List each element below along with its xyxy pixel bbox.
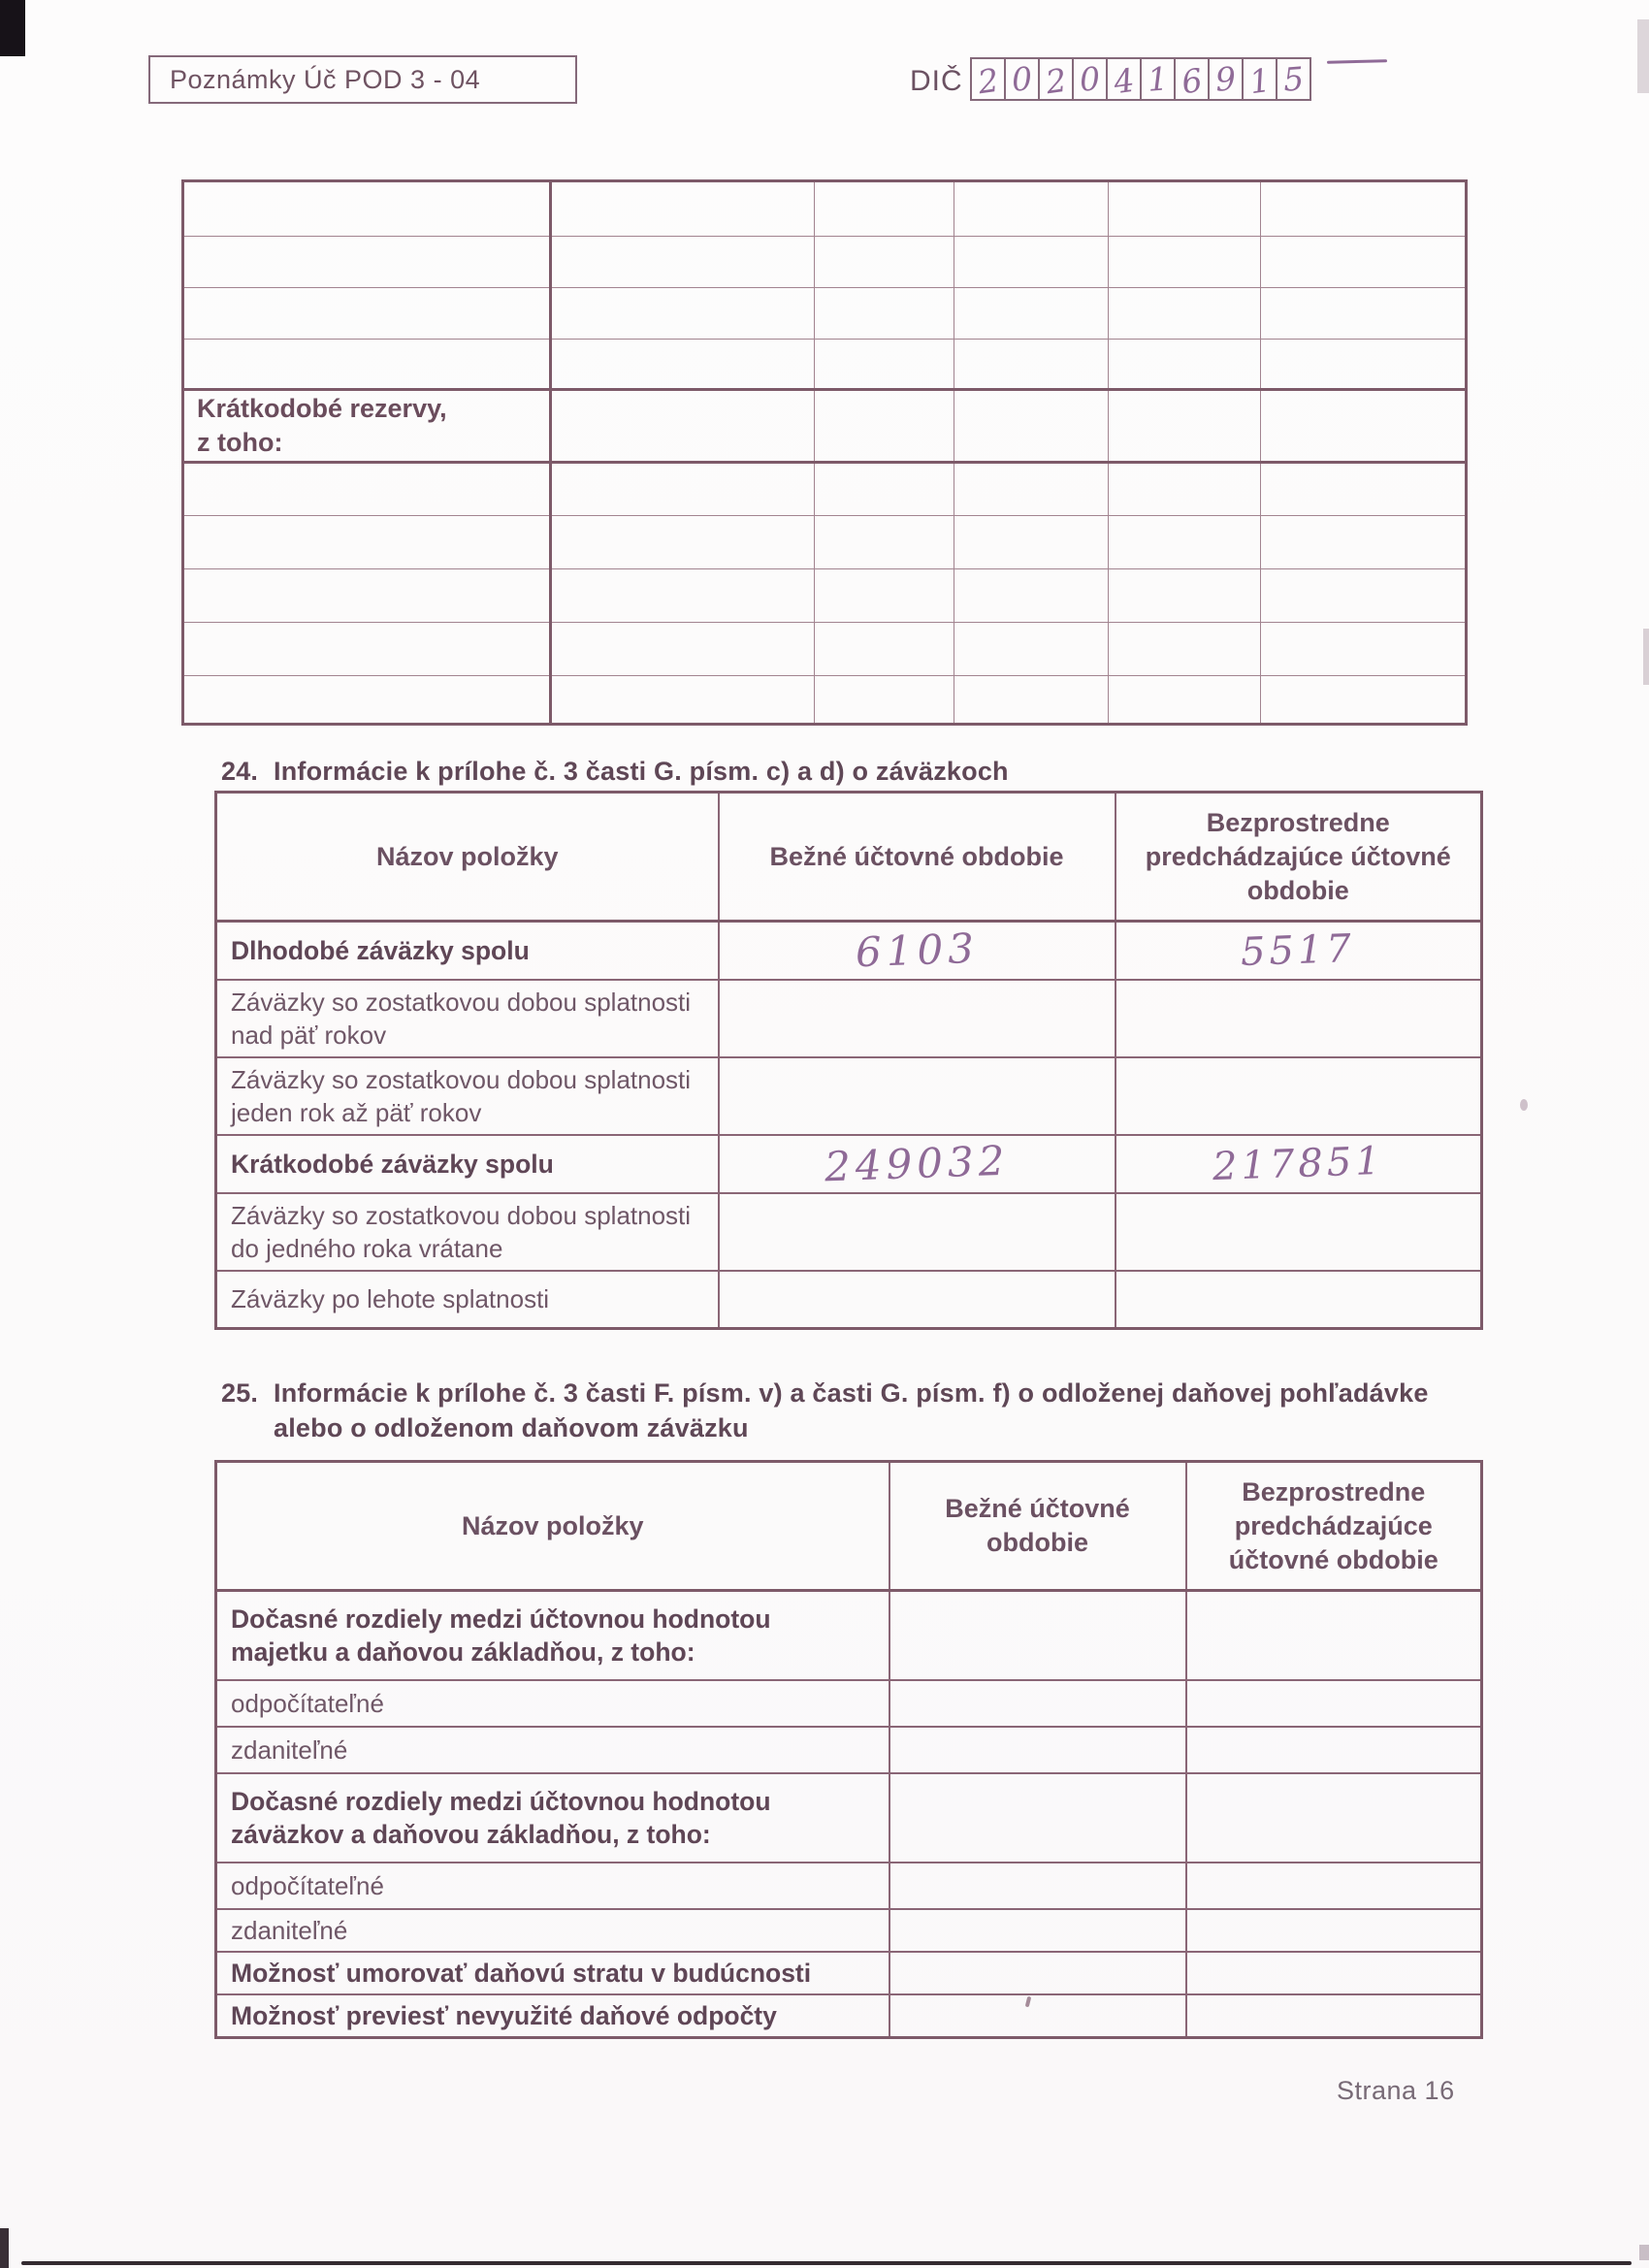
empty-cell xyxy=(1109,676,1261,725)
row-label: Dlhodobé záväzky spolu xyxy=(216,922,719,980)
empty-cell xyxy=(1109,288,1261,340)
empty-cell xyxy=(1116,1193,1482,1271)
header-current-period: Bežné účtovné obdobie xyxy=(889,1462,1186,1591)
empty-cell xyxy=(815,390,954,463)
row-label: Dočasné rozdiely medzi účtovnou hodnotou majetku a daňovou základňou, z toho: xyxy=(216,1591,889,1680)
empty-cell xyxy=(1186,1952,1482,1994)
empty-cell xyxy=(1261,569,1467,623)
empty-cell xyxy=(1109,463,1261,516)
scan-edge-artifact xyxy=(0,2228,9,2268)
reserves-continuation-table xyxy=(181,179,1468,726)
empty-cell xyxy=(183,181,551,237)
table-row xyxy=(216,980,1482,1057)
table-row-unused-tax-deductions xyxy=(216,1994,1482,2038)
empty-cell xyxy=(954,390,1109,463)
dic-digit-cell xyxy=(1140,57,1176,101)
empty-cell xyxy=(551,623,815,676)
table-row xyxy=(216,1057,1482,1135)
empty-cell xyxy=(719,980,1116,1057)
table-row xyxy=(216,1193,1482,1271)
empty-cell xyxy=(1186,1909,1482,1952)
handwritten-value: 217851 xyxy=(1212,1138,1385,1189)
empty-cell xyxy=(1261,181,1467,237)
empty-cell xyxy=(1116,1057,1482,1135)
header-current-period: Bežné účtovné obdobie xyxy=(719,793,1116,922)
empty-cell xyxy=(815,623,954,676)
empty-cell xyxy=(551,390,815,463)
handwritten-digit: 2 xyxy=(975,60,1001,102)
empty-cell xyxy=(889,1909,1186,1952)
table-row xyxy=(183,676,1467,725)
row-label-cell xyxy=(183,390,551,463)
row-label: Možnosť previesť nevyužité daňové odpočty xyxy=(216,1994,889,2038)
handwritten-digit: 9 xyxy=(1213,59,1238,99)
empty-cell xyxy=(815,288,954,340)
empty-cell xyxy=(551,463,815,516)
form-id-label: Poznámky Úč POD 3 - 04 xyxy=(170,64,481,94)
empty-cell xyxy=(183,569,551,623)
table-header-row xyxy=(216,793,1482,922)
row-label: Záväzky so zostatkovou dobou splatnosti jeden rok až päť rokov xyxy=(216,1057,719,1135)
deferred-tax-table xyxy=(214,1460,1483,2039)
handwritten-value: 249032 xyxy=(824,1136,1010,1191)
empty-cell xyxy=(551,569,815,623)
handwritten-digit: 2 xyxy=(1043,60,1069,102)
empty-cell xyxy=(1261,516,1467,569)
scan-corner-artifact xyxy=(0,0,25,56)
empty-cell xyxy=(1261,390,1467,463)
empty-cell xyxy=(551,237,815,288)
table-row xyxy=(183,340,1467,390)
dic-digit-cell xyxy=(1174,57,1210,101)
scan-bottom-edge xyxy=(21,2261,1632,2265)
dic-digit-cell xyxy=(970,57,1006,101)
empty-cell xyxy=(1109,390,1261,463)
table-row xyxy=(183,181,1467,237)
dic-label: DIČ xyxy=(910,65,963,97)
table-row xyxy=(216,1909,1482,1952)
row-label: Záväzky so zostatkovou dobou splatnosti nad päť rokov xyxy=(216,980,719,1057)
empty-cell xyxy=(183,676,551,725)
table-row xyxy=(183,623,1467,676)
empty-cell xyxy=(815,181,954,237)
empty-cell xyxy=(551,288,815,340)
empty-cell xyxy=(815,340,954,390)
empty-cell xyxy=(1186,1591,1482,1680)
value-cell xyxy=(719,1135,1116,1193)
empty-cell xyxy=(1186,1863,1482,1909)
page-number: Strana 16 xyxy=(1337,2076,1455,2105)
empty-cell xyxy=(719,1193,1116,1271)
section-25-heading xyxy=(221,1376,1484,1445)
table-header-row xyxy=(216,1462,1482,1591)
pen-stroke-artifact xyxy=(1327,59,1387,64)
table-row-asset-temp-differences xyxy=(216,1591,1482,1680)
dic-digit-cell xyxy=(1004,57,1040,101)
empty-cell xyxy=(183,340,551,390)
empty-cell xyxy=(954,463,1109,516)
row-label: Krátkodobé záväzky spolu xyxy=(216,1135,719,1193)
empty-cell xyxy=(183,463,551,516)
empty-cell xyxy=(1109,340,1261,390)
table-row-short-term-total xyxy=(216,1135,1482,1193)
scan-edge-artifact xyxy=(1637,19,1649,93)
empty-cell xyxy=(889,1863,1186,1909)
empty-cell xyxy=(1186,1680,1482,1727)
row-label: zdaniteľné xyxy=(216,1909,889,1952)
empty-cell xyxy=(889,1591,1186,1680)
empty-cell xyxy=(815,569,954,623)
row-label: odpočítateľné xyxy=(216,1863,889,1909)
handwritten-digit: 6 xyxy=(1179,60,1205,102)
table-row xyxy=(216,1863,1482,1909)
table-row-tax-loss-carryforward xyxy=(216,1952,1482,1994)
table-row xyxy=(216,1271,1482,1329)
empty-cell xyxy=(1109,181,1261,237)
section-title: Informácie k prílohe č. 3 časti F. písm. v) a časti G. písm. f) o odloženej daňovej pohľadávke alebo o odloženom daňovom záväzku xyxy=(274,1378,1429,1442)
empty-cell xyxy=(551,181,815,237)
section-24-heading xyxy=(221,754,1482,789)
handwritten-digit: 1 xyxy=(1246,60,1273,102)
table-row-liability-temp-differences xyxy=(216,1773,1482,1863)
row-label: odpočítateľné xyxy=(216,1680,889,1727)
section-number: 25. xyxy=(221,1378,259,1408)
table-row xyxy=(216,1680,1482,1727)
table-row xyxy=(183,288,1467,340)
empty-cell xyxy=(183,623,551,676)
handwritten-value: 5517 xyxy=(1240,925,1356,975)
scan-speck xyxy=(1520,1099,1528,1111)
empty-cell xyxy=(889,1773,1186,1863)
empty-cell xyxy=(551,340,815,390)
dic-digit-cell xyxy=(1038,57,1074,101)
empty-cell xyxy=(889,1994,1186,2038)
empty-cell xyxy=(551,516,815,569)
empty-cell xyxy=(551,676,815,725)
empty-cell xyxy=(889,1680,1186,1727)
empty-cell xyxy=(1261,623,1467,676)
table-row-short-term-reserves xyxy=(183,390,1467,463)
liabilities-table xyxy=(214,791,1483,1330)
row-label-line: Krátkodobé rezervy, xyxy=(197,394,447,423)
empty-cell xyxy=(954,623,1109,676)
row-label-line: z toho: xyxy=(197,428,283,457)
handwritten-digit: 0 xyxy=(1078,59,1102,99)
empty-cell xyxy=(954,516,1109,569)
empty-cell xyxy=(1261,288,1467,340)
empty-cell xyxy=(954,340,1109,390)
empty-cell xyxy=(1186,1773,1482,1863)
empty-cell xyxy=(1116,1271,1482,1329)
value-cell xyxy=(1116,922,1482,980)
empty-cell xyxy=(1261,463,1467,516)
empty-cell xyxy=(1186,1727,1482,1773)
table-row xyxy=(183,463,1467,516)
empty-cell xyxy=(889,1952,1186,1994)
section-number: 24. xyxy=(221,757,259,786)
header-item-name: Názov položky xyxy=(216,1462,889,1591)
empty-cell xyxy=(954,288,1109,340)
table-row xyxy=(183,237,1467,288)
empty-cell xyxy=(954,237,1109,288)
dic-digit-cell xyxy=(1276,57,1311,101)
empty-cell xyxy=(1116,980,1482,1057)
row-label: Dočasné rozdiely medzi účtovnou hodnotou záväzkov a daňovou základňou, z toho: xyxy=(216,1773,889,1863)
scan-edge-artifact xyxy=(1643,629,1649,685)
empty-cell xyxy=(719,1057,1116,1135)
empty-cell xyxy=(815,516,954,569)
section-title: Informácie k prílohe č. 3 časti G. písm. c) a d) o záväzkoch xyxy=(274,757,1009,786)
empty-cell xyxy=(1109,237,1261,288)
dic-digit-boxes xyxy=(972,57,1311,101)
empty-cell xyxy=(954,569,1109,623)
table-row xyxy=(183,569,1467,623)
handwritten-digit: 5 xyxy=(1281,59,1306,99)
table-row xyxy=(216,1727,1482,1773)
header-item-name: Názov položky xyxy=(216,793,719,922)
empty-cell xyxy=(1109,623,1261,676)
empty-cell xyxy=(815,463,954,516)
value-cell xyxy=(719,922,1116,980)
empty-cell xyxy=(1109,569,1261,623)
empty-cell xyxy=(183,237,551,288)
handwritten-value: 6103 xyxy=(854,924,980,977)
empty-cell xyxy=(183,516,551,569)
empty-cell xyxy=(954,676,1109,725)
empty-cell xyxy=(889,1727,1186,1773)
handwritten-digit: 1 xyxy=(1146,59,1170,99)
header-previous-period: Bezprostredne predchádzajúce účtovné obdobie xyxy=(1186,1462,1482,1591)
form-id-box xyxy=(148,55,577,104)
handwritten-digit: 0 xyxy=(1010,59,1034,99)
empty-cell xyxy=(1261,340,1467,390)
empty-cell xyxy=(1186,1994,1482,2038)
dic-digit-cell xyxy=(1072,57,1108,101)
row-label: Záväzky po lehote splatnosti xyxy=(216,1271,719,1329)
dic-digit-cell xyxy=(1208,57,1244,101)
row-label: Možnosť umorovať daňovú stratu v budúcnosti xyxy=(216,1952,889,1994)
empty-cell xyxy=(954,181,1109,237)
table-row xyxy=(183,516,1467,569)
scan-edge-artifact xyxy=(1639,2245,1649,2260)
empty-cell xyxy=(719,1271,1116,1329)
header-previous-period: Bezprostredne predchádzajúce účtovné obdobie xyxy=(1116,793,1482,922)
value-cell xyxy=(1116,1135,1482,1193)
empty-cell xyxy=(1261,237,1467,288)
row-label: zdaniteľné xyxy=(216,1727,889,1773)
dic-digit-cell xyxy=(1106,57,1142,101)
empty-cell xyxy=(1261,676,1467,725)
empty-cell xyxy=(815,237,954,288)
handwritten-digit: 4 xyxy=(1111,60,1137,102)
row-label: Záväzky so zostatkovou dobou splatnosti do jedného roka vrátane xyxy=(216,1193,719,1271)
empty-cell xyxy=(815,676,954,725)
empty-cell xyxy=(1109,516,1261,569)
table-row-long-term-total xyxy=(216,922,1482,980)
empty-cell xyxy=(183,288,551,340)
dic-digit-cell xyxy=(1242,57,1277,101)
